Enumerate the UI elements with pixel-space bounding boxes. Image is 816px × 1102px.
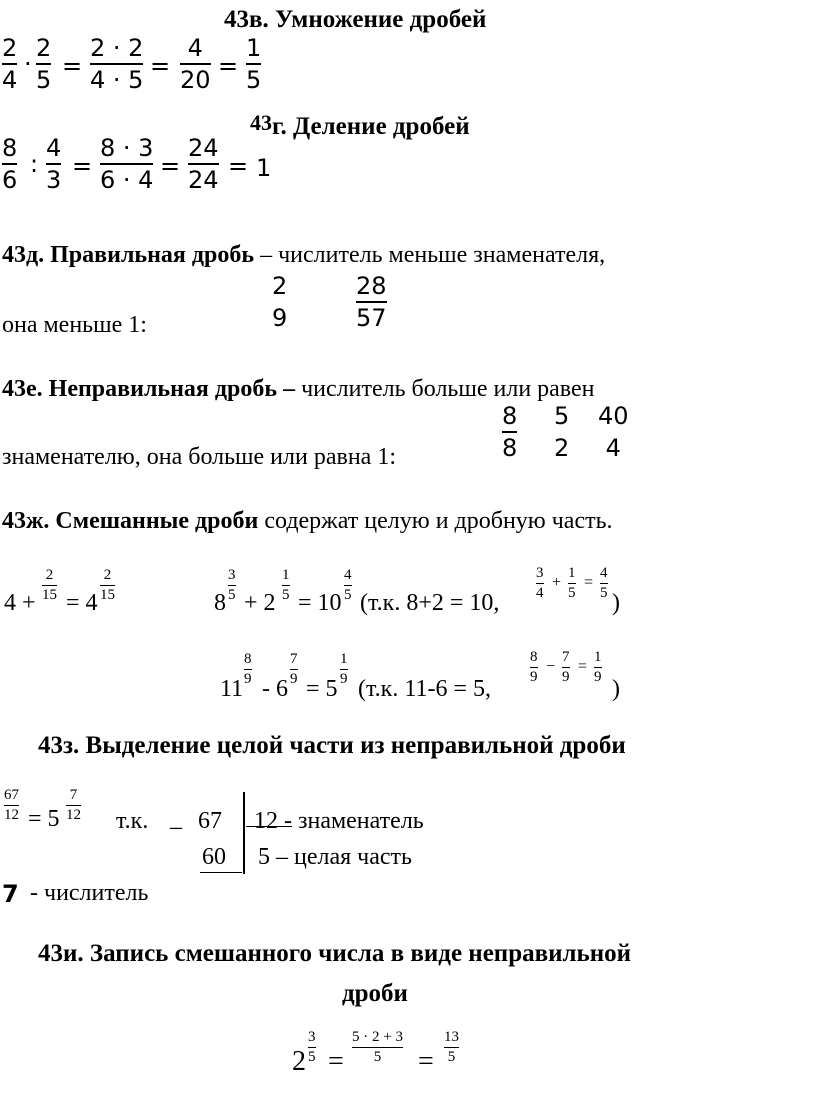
fraction: 7 12 [66,787,81,823]
fraction: 67 12 [4,787,19,823]
mixed-expression: + 2 [244,590,276,616]
section-43i-title-line1: 43и. Запись смешанного числа в виде неправильной [38,940,632,967]
whole-part: 11 [220,676,244,702]
fraction: 2 15 [100,567,115,603]
fraction: 2 15 [42,567,57,603]
tk-text: т.к. [116,808,149,834]
section-43zh-title: 43ж. Смешанные дроби содержат целую и дробную часть. [2,508,613,534]
equals-sign: = [584,574,594,591]
equals-sign: = [228,152,249,180]
fraction: 8 9 [530,649,538,685]
fraction: 13 5 [444,1029,459,1065]
example-fraction: 2 9 [272,272,288,332]
equals-sign: = [418,1046,434,1077]
fraction: 1 5 [568,565,576,601]
fraction: 7 9 [562,649,570,685]
remainder: 7 [2,880,19,908]
section-43d-line2: она меньше 1: [2,312,147,338]
fraction: 1 5 [246,34,262,94]
section-43i-title-line2: дроби [342,980,408,1007]
fraction: 2 4 [2,34,18,94]
fraction: 24 24 [188,134,219,194]
subtrahend: 60 [202,844,226,870]
equals-sign: = [578,658,588,675]
fraction: 5 · 2 + 3 5 [352,1029,403,1065]
closing-paren: ) [612,590,620,616]
fraction: 4 3 [46,134,62,194]
mixed-expression: = 10 [298,590,342,616]
mixed-expression: = 5 [28,806,60,832]
mixed-expression: 4 + [4,590,36,616]
equals-sign: = [160,152,181,180]
result-value: 1 [256,154,272,182]
fraction: 1 5 [282,567,290,603]
minus-sign: _ [170,806,182,832]
fraction: 2 5 [36,34,52,94]
whole-part: 2 [292,1046,306,1077]
example-fraction: 40 4 [598,402,629,462]
fraction: 1 9 [594,649,602,685]
section-43e-line2: знаменателю, она больше или равна 1: [2,444,396,470]
fraction: 3 5 [228,567,236,603]
equals-sign: = [218,52,239,80]
whole-part: 8 [214,590,226,616]
equals-sign: = [72,152,93,180]
fraction: 2 · 2 4 · 5 [90,34,144,94]
plus-operator: + [552,574,562,591]
subtrahend-underline [200,872,242,873]
fraction: 1 9 [340,651,348,687]
section-43d-line1: 43д. Правильная дробь – числитель меньше знаменателя, [2,242,606,268]
fraction: 8 6 [2,134,18,194]
fraction: 7 9 [290,651,298,687]
section-43v-title: 43в. Умножение дробей [224,6,487,33]
closing-paren: ) [612,676,620,702]
example-fraction: 8 8 [502,402,518,462]
mixed-expression: = 4 [66,590,98,616]
note-text: (т.к. 11-6 = 5, [358,676,491,702]
fraction: 4 5 [344,567,352,603]
quotient-text: 5 – целая часть [258,844,412,870]
colon-operator: : [30,150,39,178]
divisor-underline [246,826,292,827]
fraction: 4 5 [600,565,608,601]
fraction: 3 5 [308,1029,316,1065]
fraction: 8 · 3 6 · 4 [100,134,154,194]
fraction: 8 9 [244,651,252,687]
note-text: (т.к. 8+2 = 10, [360,590,500,616]
divisor-text: 12 - знаменатель [254,808,424,834]
equals-sign: = [150,52,171,80]
minus-operator: − [546,658,556,675]
dot-operator: · [24,50,32,78]
division-vertical-line [243,792,245,874]
fraction: 4 20 [180,34,211,94]
mixed-expression: = 5 [306,676,338,702]
fraction: 3 4 [536,565,544,601]
example-fraction: 5 2 [554,402,570,462]
dividend: 67 [198,808,222,834]
equals-sign: = [62,52,83,80]
remainder-text: - числитель [30,880,149,906]
example-fraction: 28 57 [356,272,387,332]
equals-sign: = [328,1046,344,1077]
section-43z-title: 43з. Выделение целой части из неправильной дроби [38,732,626,759]
mixed-expression: - 6 [262,676,288,702]
section-43e-line1: 43е. Неправильная дробь – числитель больше или равен [2,376,595,402]
section-43g-title: 43г. Деление дробей [250,110,470,140]
